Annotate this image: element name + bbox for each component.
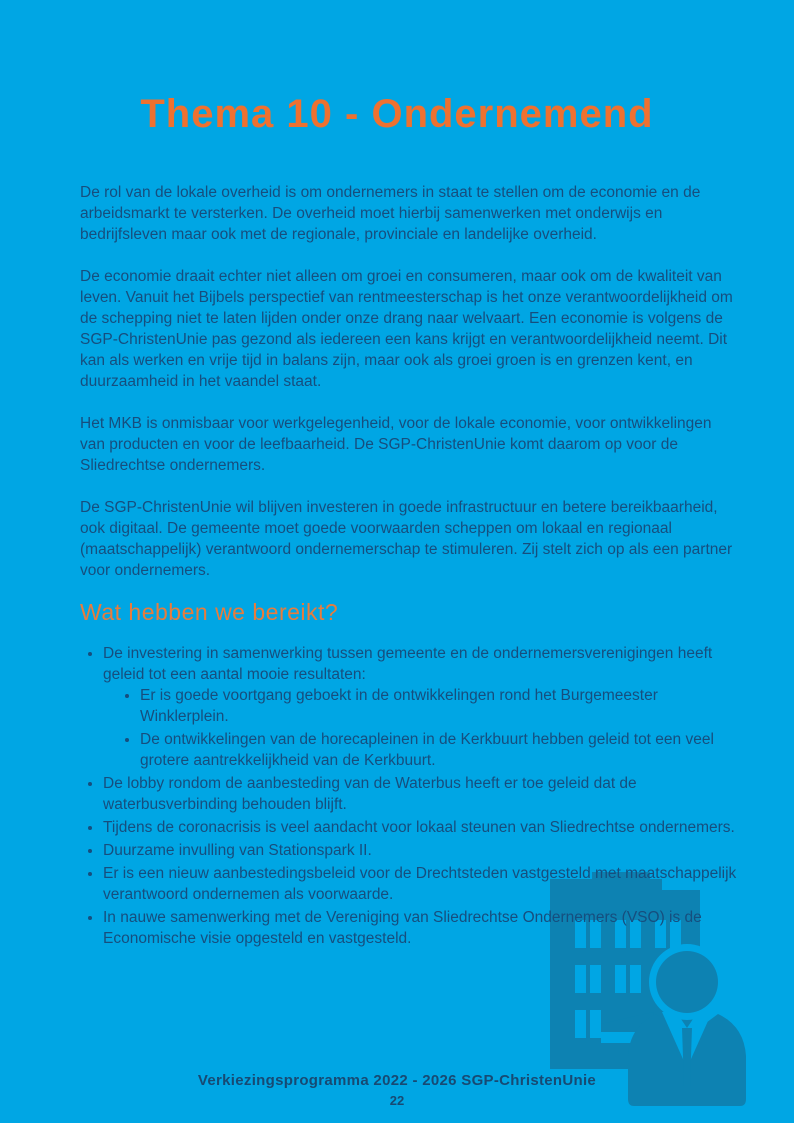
achievements-sublist bbox=[103, 685, 738, 771]
bullet-text: Duurzame invulling van Stationspark II. bbox=[103, 842, 372, 859]
bullet-text: De lobby rondom de aanbesteding van de Waterbus heeft er toe geleid dat de waterbusverbinding behouden blijft. bbox=[103, 775, 637, 813]
list-subitem bbox=[140, 685, 738, 727]
page-footer bbox=[0, 1072, 794, 1108]
bullet-text: De investering in samenwerking tussen gemeente en de ondernemersverenigingen heeft geleid tot een aantal mooie resultaten: bbox=[103, 645, 713, 683]
list-item bbox=[103, 863, 738, 905]
achievements-list bbox=[80, 643, 738, 949]
bullet-text: Er is goede voortgang geboekt in de ontwikkelingen rond het Burgemeester Winklerplein. bbox=[140, 687, 658, 725]
infrastructure-paragraph: De SGP-ChristenUnie wil blijven investeren in goede infrastructuur en betere bereikbaarheid, ook digitaal. De gemeente moet goede voorwaarden scheppen om lokaal en regionaal (maatschappelijk) verantwoord ondernemerschap te stimuleren. Zij stelt zich op als een partner voor ondernemers. bbox=[80, 499, 733, 579]
footer-text: Verkiezingsprogramma 2022 - 2026 SGP-ChristenUnie bbox=[197, 1072, 597, 1089]
bullet-text: De ontwikkelingen van de horecapleinen in de Kerkbuurt hebben geleid tot een veel grotere aantrekkelijkheid van de Kerkbuurt. bbox=[140, 731, 714, 769]
list-item bbox=[103, 840, 738, 861]
bullet-text: Er is een nieuw aanbestedingsbeleid voor de Drechtsteden vastgesteld met maatschappelijk verantwoord ondernemen als voorwaarde. bbox=[103, 865, 737, 903]
page-content bbox=[80, 182, 738, 951]
section-heading-achievements: Wat hebben we bereikt? bbox=[80, 599, 339, 625]
economy-paragraph: De economie draait echter niet alleen om groei en consumeren, maar ook om de kwaliteit van leven. Vanuit het Bijbels perspectief van rentmeesterschap is het onze verantwoordelijkheid om de schepping niet te laten lijden onder onze drang naar welvaart. Een economie is volgens de SGP-ChristenUnie pas gezond als iedereen een kans krijgt en verantwoordelijkheid neemt. Dit kan als werken en vrije tijd in balans zijn, maar ook als groei groen is en grenzen kent, en duurzaamheid in het vaandel staat. bbox=[80, 268, 733, 390]
page-number: 22 bbox=[389, 1093, 405, 1108]
intro-paragraph: De rol van de lokale overheid is om ondernemers in staat te stellen om de economie en de arbeidsmarkt te versterken. De overheid moet hierbij samenwerken met onderwijs en bedrijfsleven maar ook met de regionale, provinciale en landelijke overheid. bbox=[80, 184, 701, 243]
page-title: Thema 10 - Ondernemend bbox=[140, 92, 654, 136]
list-item bbox=[103, 643, 738, 771]
mkb-paragraph: Het MKB is onmisbaar voor werkgelegenheid, voor de lokale economie, voor ontwikkelingen van producten en voor de leefbaarheid. De SGP-ChristenUnie komt daarom op voor de Sliedrechtse ondernemers. bbox=[80, 415, 712, 474]
list-item bbox=[103, 773, 738, 815]
list-item bbox=[103, 907, 738, 949]
bullet-text: Tijdens de coronacrisis is veel aandacht voor lokaal steunen van Sliedrechtse ondernemers. bbox=[103, 819, 735, 836]
bullet-text: In nauwe samenwerking met de Vereniging van Sliedrechtse Ondernemers (VSO) is de Economische visie opgesteld en vastgesteld. bbox=[103, 909, 702, 947]
list-item bbox=[103, 817, 738, 838]
list-subitem bbox=[140, 729, 738, 771]
